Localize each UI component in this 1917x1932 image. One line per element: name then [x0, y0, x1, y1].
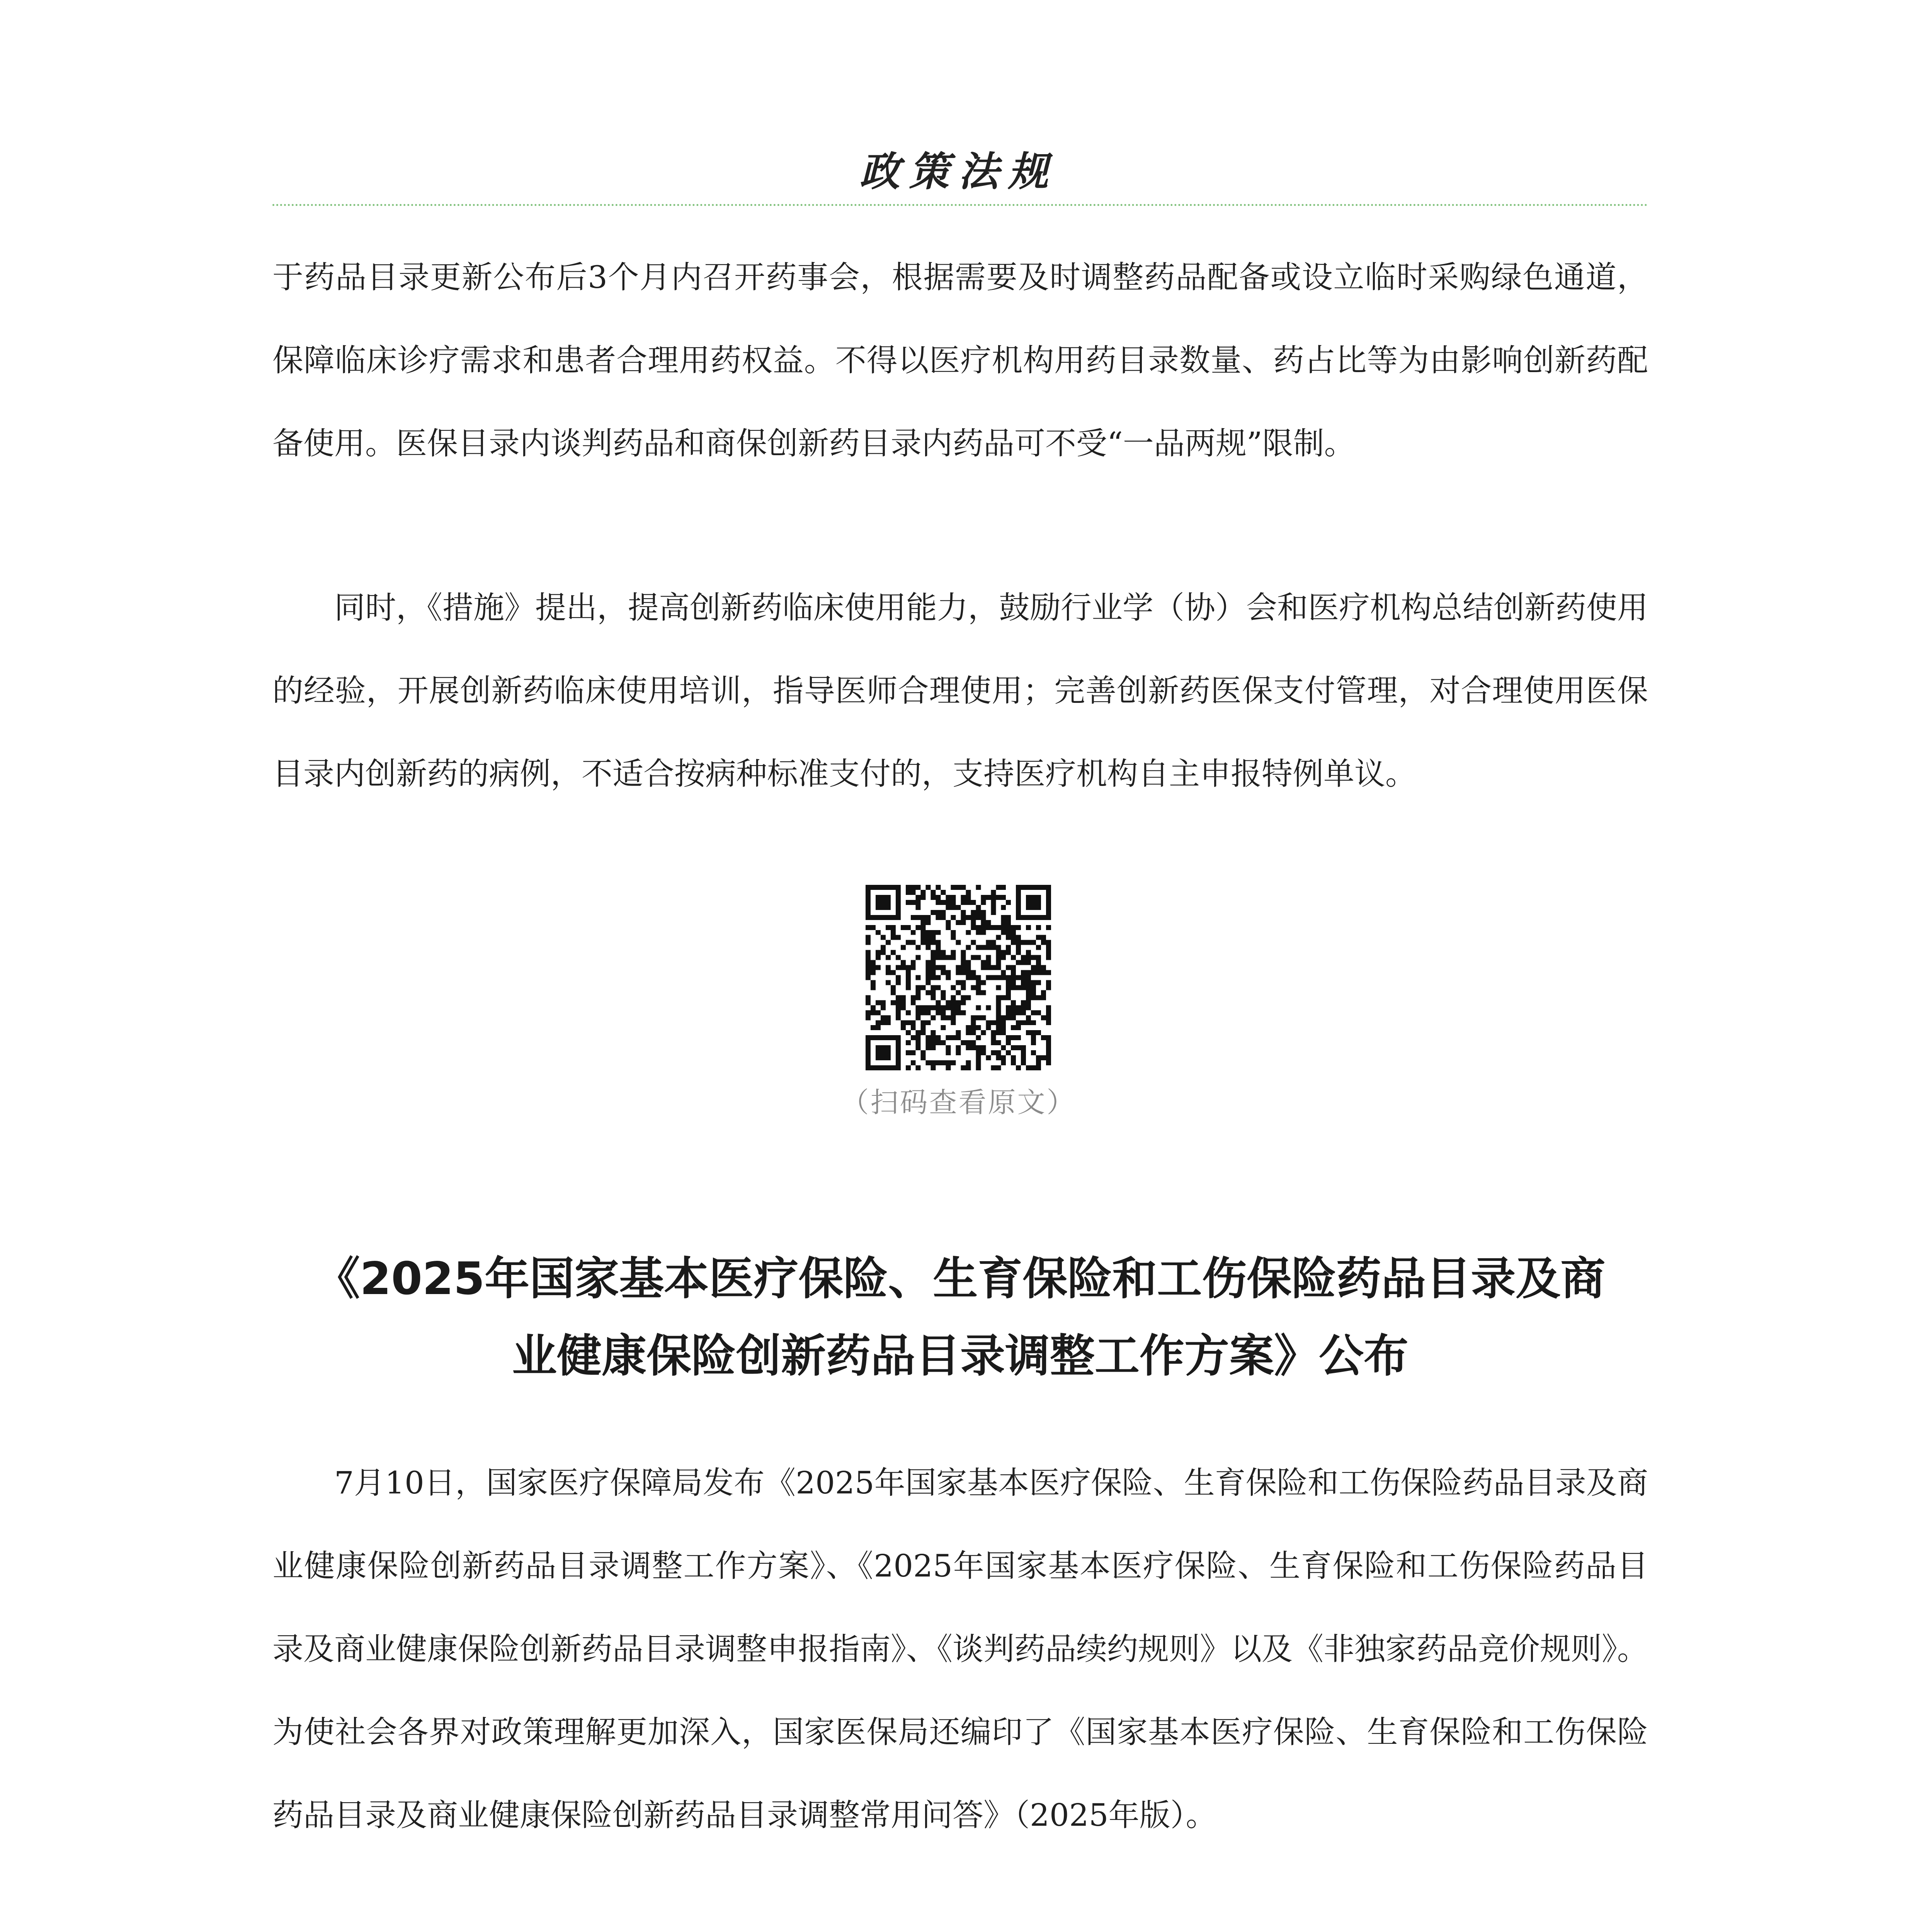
article2-paragraph-1: 7月10日，国家医疗保障局发布《2025年国家基本医疗保险、生育保险和工伤保险药品目录及商业健康保险创新药品目录调整工作方案》、《2025年国家基本医疗保险、生育保险和工伤保险药品目录及商业健康保险创新药品目录调整申报指南》、《谈判药品续约规则》以及《非独家药品竞价规则》。为使社会各界对政策理解更加深入，国家医保局还编印了《国家基本医疗保险、生育保险和工伤保险药品目录及商业健康保险创新药品目录调整常用问答》（2025年版）。: [272, 1465, 1648, 1833]
article2-title: [272, 1240, 1648, 1395]
qr-code-icon: [866, 885, 1051, 1070]
article2-title-line-2: 业健康保险创新药品目录调整工作方案》公布: [512, 1330, 1408, 1382]
article1-paragraph-1: 于药品目录更新公布后3个月内召开药事会，根据需要及时调整药品配备或设立临时采购绿色通道，保障临床诊疗需求和患者合理用药权益。不得以医疗机构用药目录数量、药占比等为由影响创新药配备使用。医保目录内谈判药品和商保创新药目录内药品可不受“一品两规”限制。: [272, 259, 1648, 461]
header-divider: [272, 204, 1648, 206]
qr-caption: （扫码查看原文）: [841, 1086, 1076, 1119]
section-title: 政策法规: [859, 148, 1058, 195]
article2-title-line-1: 《2025年国家基本医疗保险、生育保险和工伤保险药品目录及商: [315, 1253, 1606, 1305]
article1-paragraph-2: 同时，《措施》提出，提高创新药临床使用能力，鼓励行业学（协）会和医疗机构总结创新药使用的经验，开展创新药临床使用培训，指导医师合理使用；完善创新药医保支付管理，对合理使用医保目录内创新药的病例，不适合按病种标准支付的，支持医疗机构自主申报特例单议。: [272, 590, 1648, 792]
